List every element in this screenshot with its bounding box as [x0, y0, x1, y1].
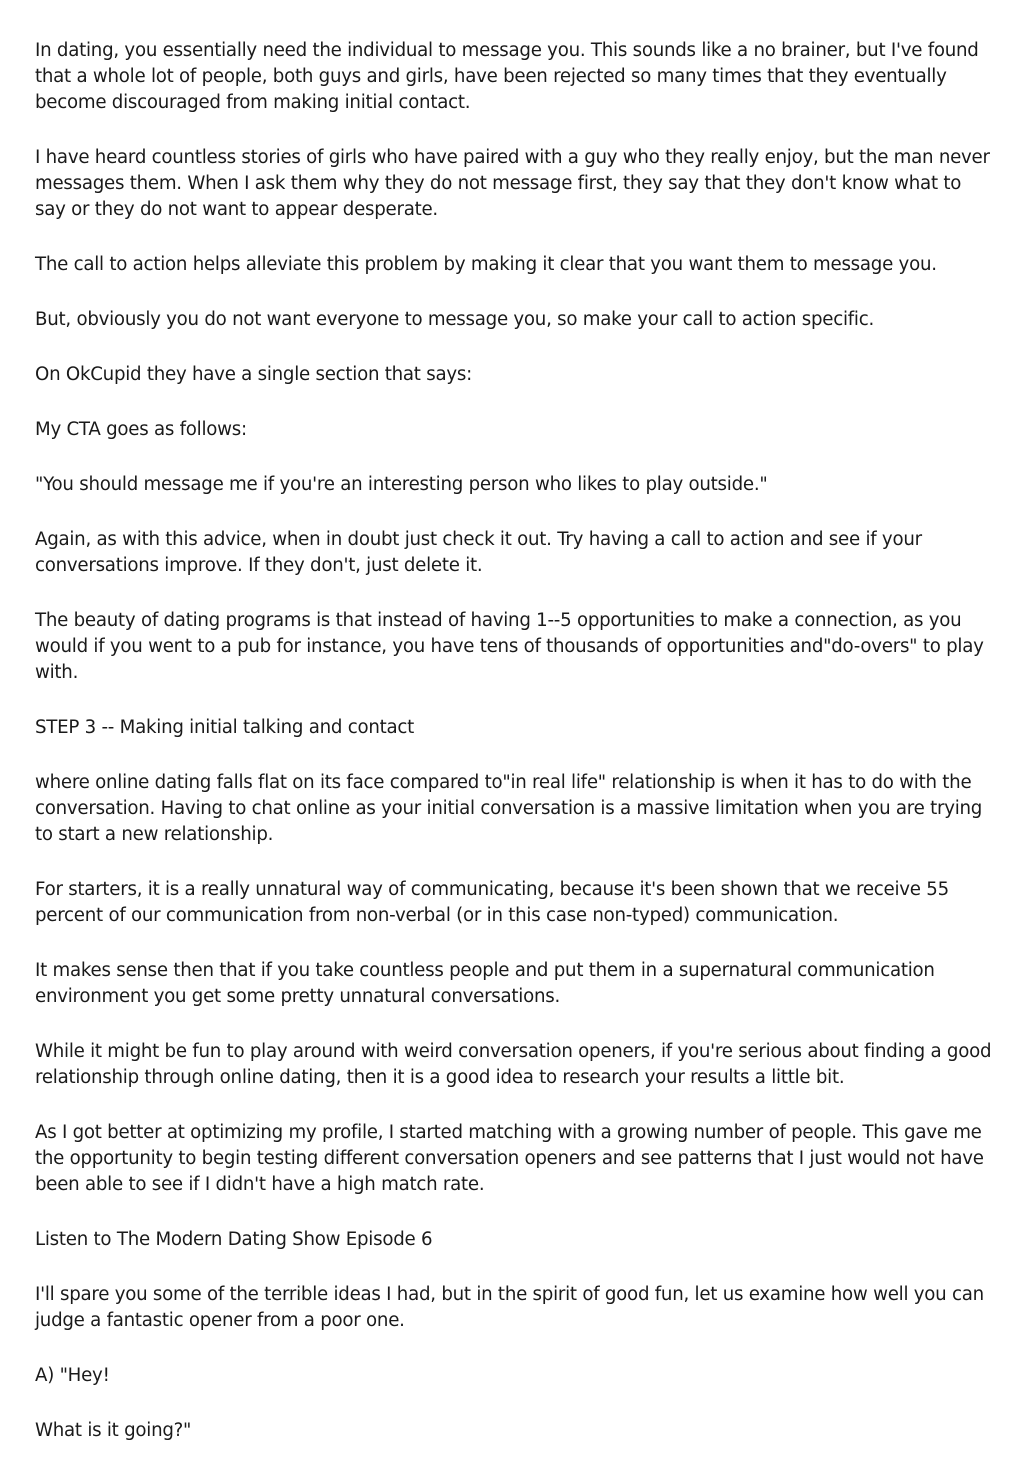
paragraph: Again, as with this advice, when in doubt just check it out. Try having a call to action and see if your conversations improve. If they don't, just delete it.	[35, 529, 922, 576]
paragraph: The beauty of dating programs is that instead of having 1--5 opportunities to make a connection, as you would if you went to a pub for instance, you have tens of thousands of opportunities and"do-overs" to play with.	[35, 610, 984, 683]
paragraph: For starters, it is a really unnatural way of communicating, because it's been shown that we receive 55 percent of our communication from non-verbal (or in this case non-typed) communication.	[35, 879, 949, 926]
paragraph: I'll spare you some of the terrible ideas I had, but in the spirit of good fun, let us examine how well you can judge a fantastic opener from a poor one.	[35, 1284, 984, 1331]
quote-paragraph: "You should message me if you're an interesting person who likes to play outside."	[35, 474, 768, 495]
article-body	[35, 38, 995, 1473]
paragraph: Listen to The Modern Dating Show Episode 6	[35, 1229, 433, 1250]
paragraph: I have heard countless stories of girls who have paired with a guy who they really enjoy, but the man never messages them. When I ask them why they do not message first, they say that they don't know what to say or they do not want to appear desperate.	[35, 147, 990, 220]
paragraph: where online dating falls flat on its face compared to"in real life" relationship is when it has to do with the conversation. Having to chat online as your initial conversation is a massive limitation when you are trying to start a new relationship.	[35, 772, 983, 845]
paragraph: The call to action helps alleviate this problem by making it clear that you want them to message you.	[35, 254, 937, 275]
paragraph: As I got better at optimizing my profile, I started matching with a growing number of people. This gave me the opportunity to begin testing different conversation openers and see patterns that I just would not have been able to see if I didn't have a high match rate.	[35, 1122, 984, 1195]
paragraph: What is it going?"	[35, 1420, 192, 1441]
paragraph: While it might be fun to play around with weird conversation openers, if you're serious about finding a good relationship through online dating, then it is a good idea to research your results a little bit.	[35, 1041, 992, 1088]
paragraph: On OkCupid they have a single section that says:	[35, 364, 472, 385]
paragraph: A) "Hey!	[35, 1365, 110, 1386]
paragraph: But, obviously you do not want everyone to message you, so make your call to action specific.	[35, 309, 875, 330]
paragraph: It makes sense then that if you take countless people and put them in a supernatural communication environment you get some pretty unnatural conversations.	[35, 960, 935, 1007]
paragraph: In dating, you essentially need the individual to message you. This sounds like a no brainer, but I've found that a whole lot of people, both guys and girls, have been rejected so many times that they eventually become discouraged from making initial contact.	[35, 40, 979, 113]
paragraph: My CTA goes as follows:	[35, 419, 247, 440]
section-heading: STEP 3 -- Making initial talking and contact	[35, 717, 415, 738]
